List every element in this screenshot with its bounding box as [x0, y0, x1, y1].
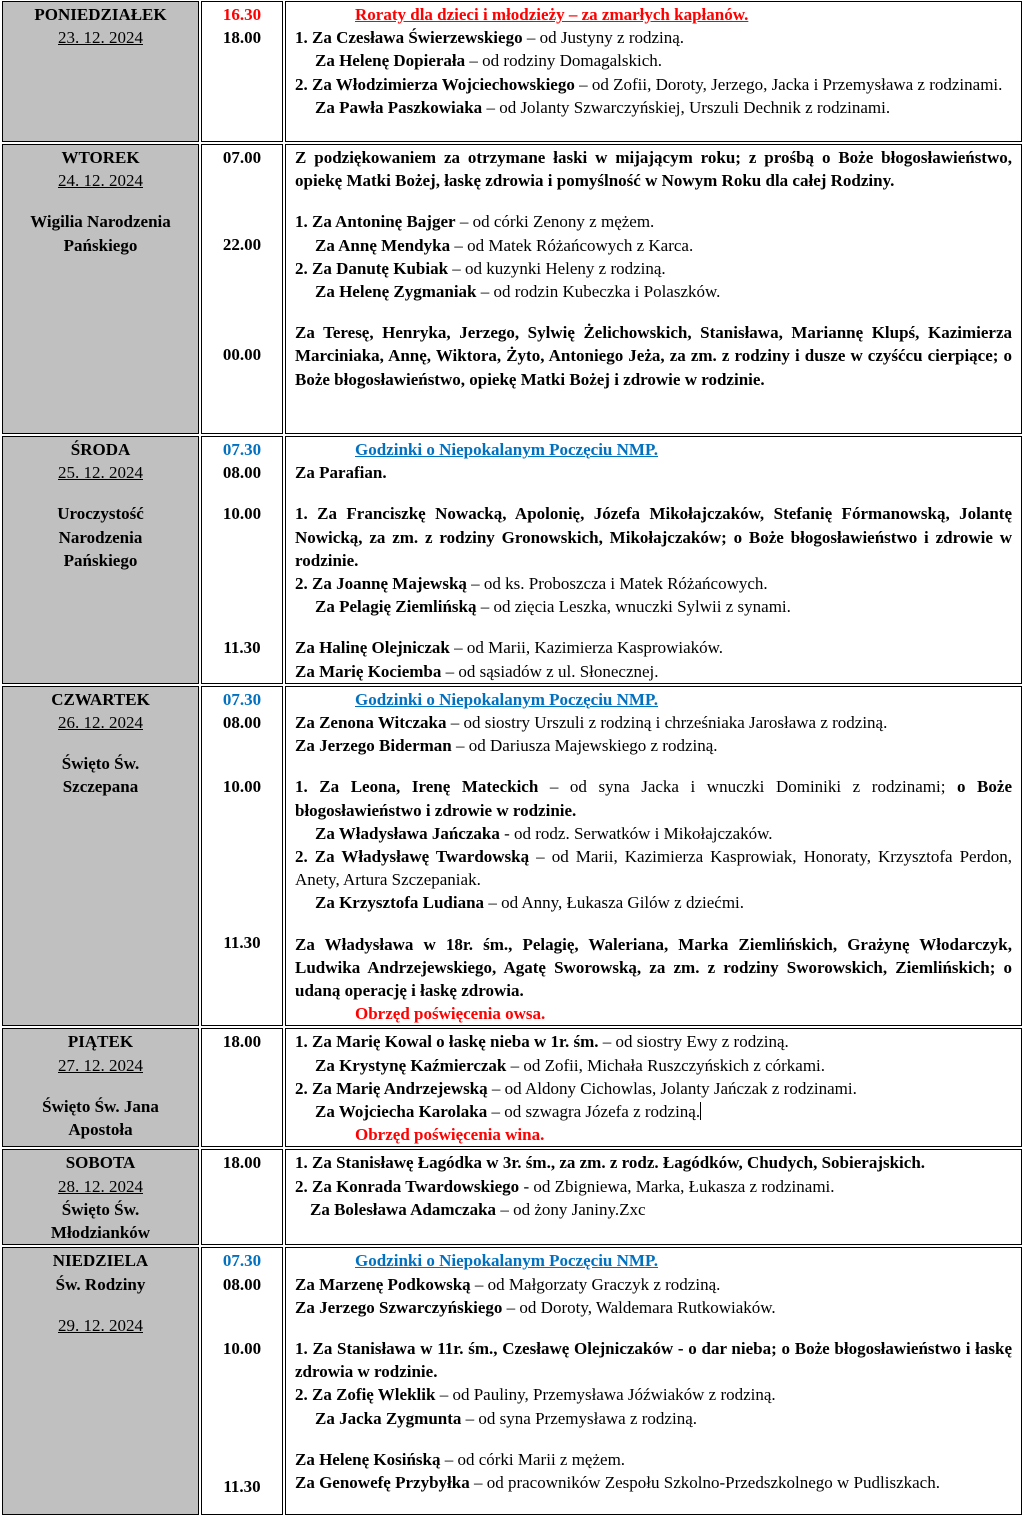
- intention: 2. Za Konrada Twardowskiego - od Zbigniewa, Marka, Łukasza z rodzinami.: [295, 1176, 835, 1196]
- mass-time: 18.00: [222, 28, 262, 48]
- intention: Za Władysława w 18r. śm., Pelagię, Waleriana, Marka Ziemlińskich, Grażynę Włodarczyk, Ludwika Andrzejewskiego, Agatę Sworowską, za zm. z rodziny Sworowskich, Ziemlińskich; o udaną operację i łaskę zdrowia.: [295, 934, 1012, 1001]
- intention: Z podziękowaniem za otrzymane łaski w mijającym roku; z prośbą o Boże błogosławieństwo, opiekę Matki Bożej, łaskę zdrowia i pomyślność w Nowym Roku dla całej Rodziny.: [295, 148, 1012, 191]
- day-row-saturday: [2, 1149, 1022, 1245]
- feast-name: Św. Rodziny: [55, 1274, 146, 1294]
- intention: 1. Za Franciszkę Nowacką, Apolonię, Józefa Mikołajczaków, Stefanię Fórmanowską, Jolantę Nowicką, za zm. z rodziny Gronowskich, Mikołajczaków; o Boże błogosławieństwo i zdrowie w rodzinie.: [295, 504, 1012, 570]
- day-cell: [2, 1247, 199, 1515]
- mass-time: 07.00: [222, 148, 262, 167]
- feast-name: Narodzenia: [58, 527, 143, 547]
- times-cell: [201, 1, 283, 142]
- intention: Za Pawła Paszkowiaka – od Jolanty Szwarczyńskiej, Urszuli Dechnik z rodzinami.: [315, 97, 891, 117]
- day-cell: [2, 1149, 199, 1245]
- day-name: ŚRODA: [70, 440, 131, 459]
- intention: Za Halinę Olejniczak – od Marii, Kazimierza Kasprowiaków.: [295, 638, 724, 658]
- day-row-friday: [2, 1028, 1022, 1147]
- mass-time: 07.30: [222, 440, 262, 459]
- intention: Za Annę Mendyka – od Matek Różańcowych z Karca.: [315, 235, 694, 255]
- intentions-cell: [285, 1247, 1022, 1515]
- feast-name: Święto Św.: [61, 754, 140, 774]
- intention: Za Marzenę Podkowską – od Małgorzaty Graczyk z rodziną.: [295, 1274, 721, 1294]
- times-cell: [201, 436, 283, 684]
- intention: Za Bolesława Adamczaka – od żony Janiny.Zxc: [310, 1199, 646, 1219]
- special-service: Godzinki o Niepokalanym Poczęciu NMP.: [355, 1251, 659, 1271]
- day-cell: [2, 144, 199, 434]
- mass-time: 10.00: [222, 1338, 262, 1358]
- intention: Za Pelagię Ziemlińską – od zięcia Leszka, wnuczki Sylwii z synami.: [315, 597, 791, 617]
- intention: Za Wojciecha Karolaka – od szwagra Józefa z rodziną.: [315, 1102, 701, 1122]
- day-name: CZWARTEK: [51, 689, 150, 709]
- feast-name: Apostoła: [68, 1120, 133, 1140]
- intention: Za Zenona Witczaka – od siostry Urszuli z rodziną i chrześniaka Jarosława z rodziną.: [295, 713, 888, 733]
- day-name: WTOREK: [61, 148, 140, 167]
- day-date: 26. 12. 2024: [58, 713, 143, 733]
- mass-time: 10.00: [222, 777, 262, 797]
- special-service: Roraty dla dzieci i młodzieży – za zmarłych kapłanów.: [355, 5, 749, 24]
- mass-time: 11.30: [223, 1476, 261, 1496]
- day-row-wednesday: [2, 436, 1022, 684]
- intention: Za Genowefę Przybyłka – od pracowników Zespołu Szkolno-Przedszkolnego w Pudliszkach.: [295, 1472, 940, 1492]
- day-name: NIEDZIELA: [52, 1251, 149, 1271]
- feast-name: Wigilia Narodzenia: [30, 212, 171, 232]
- day-cell: [2, 436, 199, 684]
- feast-name: Pańskiego: [63, 235, 138, 255]
- day-date: 25. 12. 2024: [58, 463, 143, 483]
- day-cell: [2, 1, 199, 142]
- special-service: Godzinki o Niepokalanym Poczęciu NMP.: [355, 440, 659, 459]
- intentions-cell: [285, 1028, 1022, 1147]
- intentions-cell: [285, 144, 1022, 434]
- day-date: 24. 12. 2024: [58, 171, 143, 191]
- times-cell: [201, 144, 283, 434]
- times-cell: [201, 1028, 283, 1147]
- mass-time: 08.00: [222, 713, 262, 733]
- mass-time: 10.00: [222, 504, 262, 524]
- day-date: 29. 12. 2024: [58, 1315, 143, 1335]
- intention: 2. Za Joannę Majewską – od ks. Proboszcza i Matek Różańcowych.: [295, 574, 768, 594]
- day-date: 28. 12. 2024: [58, 1176, 143, 1196]
- day-row-tuesday: [2, 144, 1022, 434]
- intention: Za Jacka Zygmunta – od syna Przemysława z rodziną.: [315, 1408, 697, 1428]
- special-service: Obrzęd poświęcenia wina.: [355, 1125, 545, 1145]
- intention: 1. Za Leona, Irenę Mateckich – od syna Jacka i wnuczki Dominiki z rodzinami; o Boże błogosławieństwo i zdrowie w rodzinie.: [295, 777, 1012, 820]
- day-cell: [2, 1028, 199, 1147]
- mass-time: 16.30: [222, 5, 262, 24]
- day-name: SOBOTA: [65, 1153, 136, 1173]
- special-service: Obrzęd poświęcenia owsa.: [355, 1004, 546, 1024]
- times-cell: [201, 1149, 283, 1245]
- mass-time: 00.00: [222, 345, 262, 365]
- day-row-monday: [2, 1, 1022, 142]
- intention: Za Helenę Dopierała – od rodziny Domagalskich.: [315, 51, 663, 71]
- feast-name: Szczepana: [62, 777, 139, 797]
- intention: 2. Za Władysławę Twardowską – od Marii, Kazimierza Kasprowiak, Honoraty, Krzysztofa Perdon, Anety, Artura Szczepaniak.: [295, 847, 1012, 890]
- times-cell: [201, 1247, 283, 1515]
- intention: Za Władysława Jańczaka - od rodz. Serwatków i Mikołajczaków.: [315, 823, 773, 843]
- mass-time: 18.00: [222, 1153, 262, 1173]
- intention: Za Parafian.: [295, 463, 387, 483]
- intention: Za Jerzego Szwarczyńskiego – od Doroty, Waldemara Rutkowiaków.: [295, 1297, 776, 1317]
- mass-time: 08.00: [222, 1274, 262, 1294]
- mass-time: 08.00: [222, 463, 262, 483]
- intention: Za Teresę, Henryka, Jerzego, Sylwię Żelichowskich, Stanisława, Mariannę Klupś, Kazimierza Marciniaka, Annę, Wiktora, Żyto, Antoniego Jeża, za zm. z rodziny i dusze w czyśćcu cierpiące; o Boże błogosławieństwo, opiekę Matki Bożej i zdrowie w rodzinie.: [295, 323, 1012, 389]
- mass-time: 18.00: [222, 1032, 262, 1052]
- mass-time: 11.30: [223, 933, 261, 953]
- day-name: PIĄTEK: [67, 1032, 134, 1052]
- mass-time: 11.30: [223, 637, 261, 657]
- day-row-thursday: [2, 686, 1022, 1027]
- text-cursor: [700, 1102, 701, 1120]
- intention: 1. Za Stanisława w 11r. śm., Czesławę Olejniczaków - o dar nieba; o Boże błogosławieństwo i łaskę zdrowia w rodzinie.: [295, 1338, 1012, 1382]
- intention: Za Marię Kociemba – od sąsiadów z ul. Słonecznej.: [295, 661, 659, 681]
- mass-time: 22.00: [222, 235, 262, 255]
- intention: Za Krzysztofa Ludiana – od Anny, Łukasza Gilów z dziećmi.: [315, 893, 745, 913]
- intention: Za Krystynę Kaźmierczak – od Zofii, Michała Ruszczyńskich z córkami.: [315, 1055, 826, 1075]
- mass-time: 07.30: [222, 689, 262, 709]
- day-row-sunday: [2, 1247, 1022, 1515]
- intention: 2. Za Włodzimierza Wojciechowskiego – od Zofii, Doroty, Jerzego, Jacka i Przemysława z rodzinami.: [295, 74, 1003, 94]
- day-date: 27. 12. 2024: [58, 1055, 143, 1075]
- feast-name: Święto Św.: [61, 1199, 140, 1219]
- intention: 2. Za Marię Andrzejewską – od Aldony Cichowlas, Jolanty Jańczak z rodzinami.: [295, 1078, 857, 1098]
- intentions-cell: [285, 436, 1022, 684]
- intention: 1. Za Antoninę Bajger – od córki Zenony z mężem.: [295, 212, 655, 232]
- feast-name: Uroczystość: [57, 504, 144, 524]
- day-cell: [2, 686, 199, 1027]
- intentions-cell: [285, 1, 1022, 142]
- times-cell: [201, 686, 283, 1027]
- feast-name: Młodzianków: [50, 1223, 151, 1243]
- intentions-cell: [285, 1149, 1022, 1245]
- intentions-cell: [285, 686, 1022, 1027]
- intention: 1. Za Marię Kowal o łaskę nieba w 1r. śm. – od siostry Ewy z rodziną.: [295, 1032, 789, 1052]
- intention: 1. Za Czesława Świerzewskiego – od Justyny z rodziną.: [295, 28, 685, 48]
- intention: 2. Za Zofię Wleklik – od Pauliny, Przemysława Jóźwiaków z rodziną.: [295, 1385, 776, 1405]
- intention: 2. Za Danutę Kubiak – od kuzynki Heleny z rodziną.: [295, 258, 666, 278]
- intention: Za Jerzego Biderman – od Dariusza Majewskiego z rodziną.: [295, 736, 718, 756]
- feast-name: Święto Św. Jana: [42, 1096, 159, 1116]
- special-service: Godzinki o Niepokalanym Poczęciu NMP.: [355, 689, 659, 709]
- feast-name: Pańskiego: [63, 550, 138, 570]
- intention: Za Helenę Zygmaniak – od rodzin Kubeczka i Polaszków.: [315, 282, 721, 302]
- intention: Za Helenę Kosińską – od córki Marii z mężem.: [295, 1449, 626, 1469]
- intention: 1. Za Stanisławę Łagódka w 3r. śm., za zm. z rodz. Łagódków, Chudych, Sobierajskich.: [295, 1153, 926, 1173]
- day-date: 23. 12. 2024: [58, 28, 143, 48]
- mass-time: 07.30: [222, 1251, 262, 1271]
- day-name: PONIEDZIAŁEK: [34, 5, 167, 24]
